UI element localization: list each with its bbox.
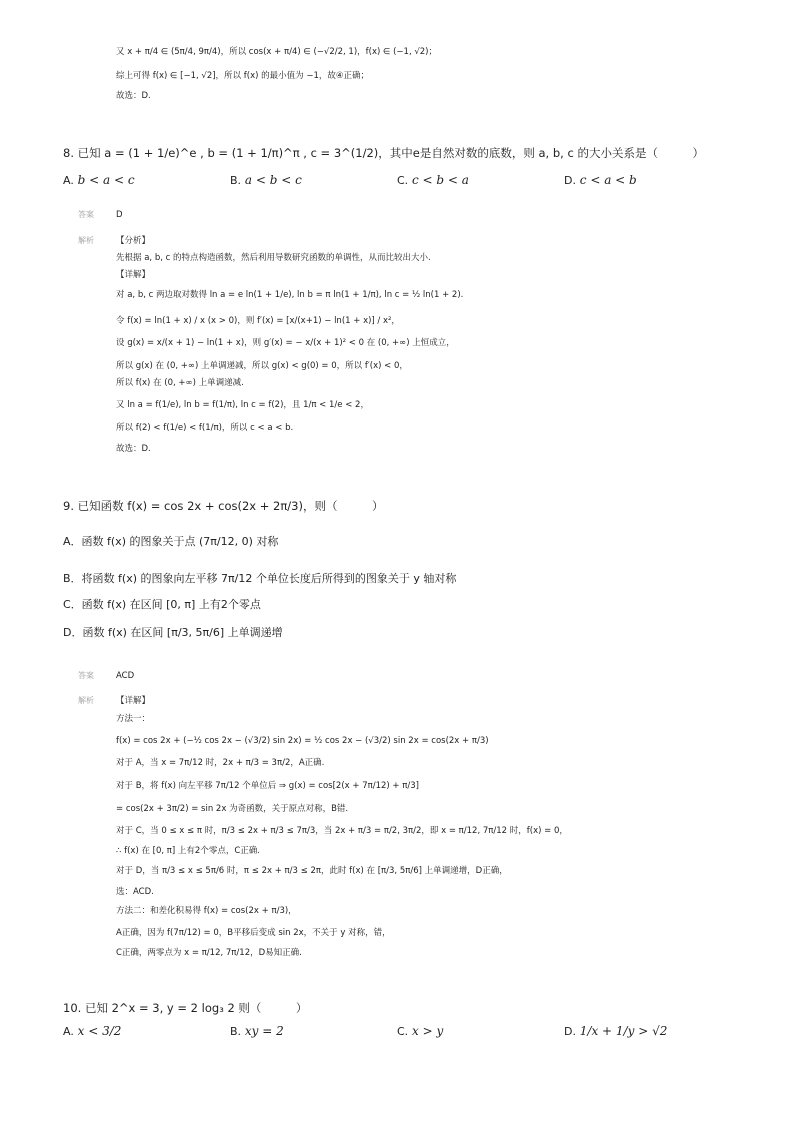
question-8-option-c: C. c < b < a: [397, 173, 469, 187]
question-9-analysis-line: 【详解】: [116, 696, 151, 706]
prev-solution-line: 故选：D.: [116, 91, 151, 101]
analysis-label: 解析: [78, 696, 94, 705]
question-8-analysis-line: 所以 g(x) 在 (0, +∞) 上单调递减，所以 g(x) < g(0) = 0，所以 f′(x) < 0，: [116, 361, 408, 371]
question-10-option-a: A. x < 3/2: [63, 1024, 122, 1038]
question-8-option-d: D. c < a < b: [564, 173, 637, 187]
question-10-stem: 10. 已知 2^x = 3, y = 2 log₃ 2 则（ ）: [63, 1001, 308, 1015]
answer-label: 答案: [78, 671, 94, 680]
question-9-analysis-line: A正确，因为 f(7π/12) = 0，B平移后变成 sin 2x，不关于 y 对称，错，: [116, 928, 391, 938]
question-10-option-b: B. xy = 2: [230, 1024, 284, 1038]
question-9-analysis-line: 对于 D，当 π/3 ≤ x ≤ 5π/6 时，π ≤ 2x + π/3 ≤ 2π，此时 f(x) 在 [π/3, 5π/6] 上单调递增，D正确，: [116, 866, 508, 876]
question-8-analysis-line: 对 a, b, c 两边取对数得 ln a = e ln(1 + 1/e), ln b = π ln(1 + 1/π), ln c = ½ ln(1 + 2).: [116, 290, 464, 300]
question-8-analysis-line: 故选：D.: [116, 444, 151, 454]
question-8-analysis-line: 先根据 a, b, c 的特点构造函数，然后利用导数研究函数的单调性，从而比较出大小.: [116, 253, 431, 263]
question-10-option-d: D. 1/x + 1/y > √2: [564, 1024, 668, 1038]
question-8-analysis-line: 【详解】: [116, 270, 151, 280]
question-8-answer: D: [116, 210, 123, 220]
question-9-answer: ACD: [116, 671, 135, 681]
question-8-analysis-line: 令 f(x) = ln(1 + x) / x (x > 0)，则 f′(x) = [x/(x+1) − ln(1 + x)] / x²，: [116, 316, 400, 326]
question-9-option-d: D．函数 f(x) 在区间 [π/3, 5π/6] 上单调递增: [63, 626, 283, 639]
question-8-analysis-line: 所以 f(2) < f(1/e) < f(1/π)，所以 c < a < b.: [116, 423, 294, 433]
answer-label: 答案: [78, 210, 94, 219]
question-8-option-a: A. b < a < c: [63, 173, 135, 187]
question-9-analysis-line: 方法一：: [116, 714, 151, 724]
question-8-analysis-line: 又 ln a = f(1/e), ln b = f(1/π), ln c = f(2)，且 1/π < 1/e < 2，: [116, 400, 369, 410]
question-8-analysis-line: 所以 f(x) 在 (0, +∞) 上单调递减.: [116, 378, 244, 388]
prev-solution-line: 又 x + π/4 ∈ (5π/4, 9π/4)，所以 cos(x + π/4) ∈ (−√2/2, 1)，f(x) ∈ (−1, √2)；: [116, 47, 437, 57]
prev-solution-line: 综上可得 f(x) ∈ [−1, √2]，所以 f(x) 的最小值为 −1，故④正确；: [116, 71, 369, 81]
question-9-stem: 9. 已知函数 f(x) = cos 2x + cos(2x + 2π/3)，则（ ）: [63, 499, 384, 513]
question-9-option-b: B．将函数 f(x) 的图象向左平移 7π/12 个单位长度后所得到的图象关于 y 轴对称: [63, 572, 457, 585]
question-9-analysis-line: 对于 A，当 x = 7π/12 时，2x + π/3 = 3π/2，A正确.: [116, 758, 325, 768]
question-9-option-a: A．函数 f(x) 的图象关于点 (7π/12, 0) 对称: [63, 535, 279, 548]
question-10-option-c: C. x > y: [397, 1024, 444, 1038]
question-8-analysis-line: 设 g(x) = x/(x + 1) − ln(1 + x)，则 g′(x) = − x/(x + 1)² < 0 在 (0, +∞) 上恒成立，: [116, 338, 455, 348]
analysis-label: 解析: [78, 236, 94, 245]
question-8-stem: 8. 已知 a = (1 + 1/e)^e , b = (1 + 1/π)^π , c = 3^(1/2)，其中e是自然对数的底数，则 a, b, c 的大小关系是（ ）: [63, 146, 704, 160]
question-9-analysis-line: 对于 B，将 f(x) 向左平移 7π/12 个单位后 ⇒ g(x) = cos[2(x + 7π/12) + π/3]: [116, 781, 419, 791]
question-9-analysis-line: 对于 C，当 0 ≤ x ≤ π 时，π/3 ≤ 2x + π/3 ≤ 7π/3，当 2x + π/3 = π/2, 3π/2，即 x = π/12, 7π/12 时，f(x) = 0，: [116, 826, 568, 836]
question-8-analysis-line: 【分析】: [116, 236, 151, 246]
question-9-analysis-line: 选：ACD.: [116, 887, 154, 897]
question-9-analysis-line: 方法二：和差化积易得 f(x) = cos(2x + π/3)，: [116, 906, 297, 916]
question-9-analysis-line: C正确，两零点为 x = π/12, 7π/12，D易知正确.: [116, 948, 302, 958]
question-9-analysis-line: = cos(2x + 3π/2) = sin 2x 为奇函数，关于原点对称，B错.: [116, 804, 349, 814]
question-9-analysis-line: ∴ f(x) 在 [0, π] 上有2个零点，C正确.: [116, 846, 260, 856]
question-9-analysis-line: f(x) = cos 2x + (−½ cos 2x − (√3/2) sin 2x) = ½ cos 2x − (√3/2) sin 2x = cos(2x + π/3): [116, 736, 489, 746]
question-8-option-b: B. a < b < c: [230, 173, 302, 187]
question-9-option-c: C．函数 f(x) 在区间 [0, π] 上有2个零点: [63, 598, 261, 611]
